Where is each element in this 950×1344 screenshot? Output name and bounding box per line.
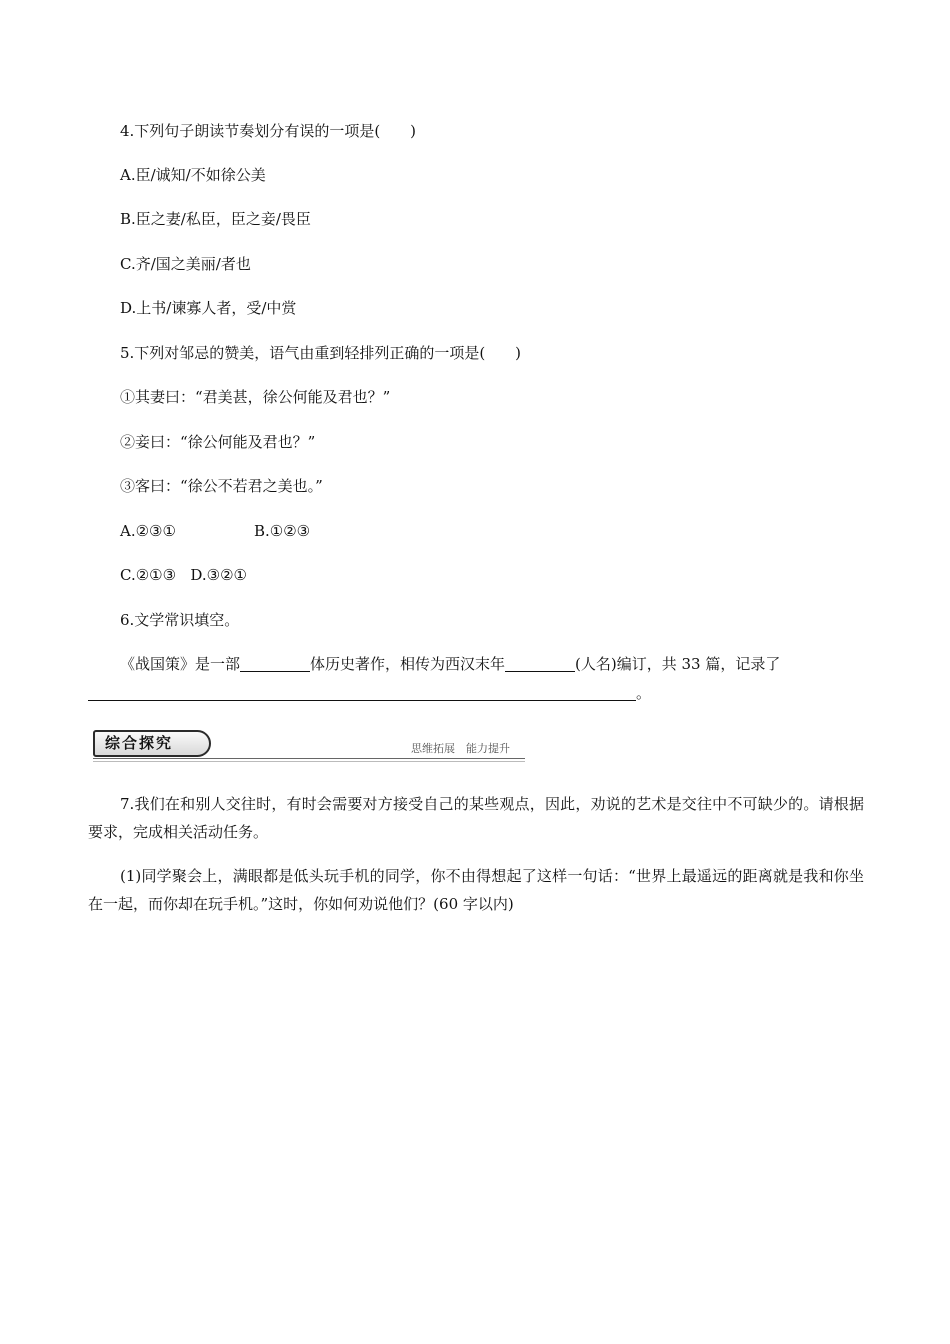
question-5-option-c: C.②①③ <box>120 566 177 584</box>
paren-close: ) <box>515 344 522 362</box>
question-5-quote-1: ①其妻曰：“君美甚，徐公何能及君也？” <box>120 388 391 406</box>
question-5-options-cd <box>120 565 247 585</box>
question-5-stem-text: 5.下列对邹忌的赞美，语气由重到轻排列正确的一项是( <box>120 344 486 362</box>
question-5-options-ab <box>120 521 520 541</box>
question-5-stem <box>120 343 521 363</box>
fill-blank-genre[interactable] <box>240 655 310 672</box>
section-title: 综合探究 <box>93 730 211 757</box>
question-4-option-b: B.臣之妻/私臣，臣之妾/畏臣 <box>120 210 311 228</box>
question-5-option-d: D.③②① <box>190 566 247 584</box>
fill-blank-content[interactable] <box>88 684 636 701</box>
question-6-part2: 体历史著作，相传为西汉末年 <box>310 655 506 673</box>
question-6-stem: 6.文学常识填空。 <box>120 611 240 629</box>
question-4-option-d: D.上书/谏寡人者，受/中赏 <box>120 299 297 317</box>
question-4-option-a: A.臣/诚知/不如徐公美 <box>120 166 266 184</box>
question-7-subquestion-1: (1)同学聚会上，满眼都是低头玩手机的同学，你不由得想起了这样一句话：“世界上最遥远的距离就是我和你坐在一起，而你却在玩手机。”这时，你如何劝说他们？(60 字以内) <box>88 867 864 913</box>
question-6-end: 。 <box>636 684 652 702</box>
question-6-fill-line2 <box>88 682 688 704</box>
question-6-part1: 《战国策》是一部 <box>120 655 241 673</box>
question-4-stem <box>120 121 416 141</box>
question-4-option-c: C.齐/国之美丽/者也 <box>120 255 251 273</box>
question-6-fill <box>88 650 864 678</box>
paren-close: ) <box>410 122 417 140</box>
question-5-option-b: B.①②③ <box>254 522 311 540</box>
section-subtitle: 思维拓展 能力提升 <box>411 742 510 755</box>
question-7-intro: 7.我们在和别人交往时，有时会需要对方接受自己的某些观点，因此，劝说的艺术是交往中不可缺少的。请根据要求，完成相关活动任务。 <box>88 795 864 841</box>
banner-divider <box>93 758 525 759</box>
section-banner <box>93 730 533 762</box>
banner-divider-light <box>93 761 525 762</box>
question-5-quote-2: ②妾曰：“徐公何能及君也？” <box>120 433 316 451</box>
question-5-quote-3: ③客曰：“徐公不若君之美也。” <box>120 477 323 495</box>
question-4-stem-text: 4.下列句子朗读节奏划分有误的一项是( <box>120 122 381 140</box>
question-6-part3: (人名)编订，共 33 篇，记录了 <box>575 655 781 673</box>
question-5-option-a: A.②③① <box>120 522 176 540</box>
fill-blank-author[interactable] <box>505 655 575 672</box>
